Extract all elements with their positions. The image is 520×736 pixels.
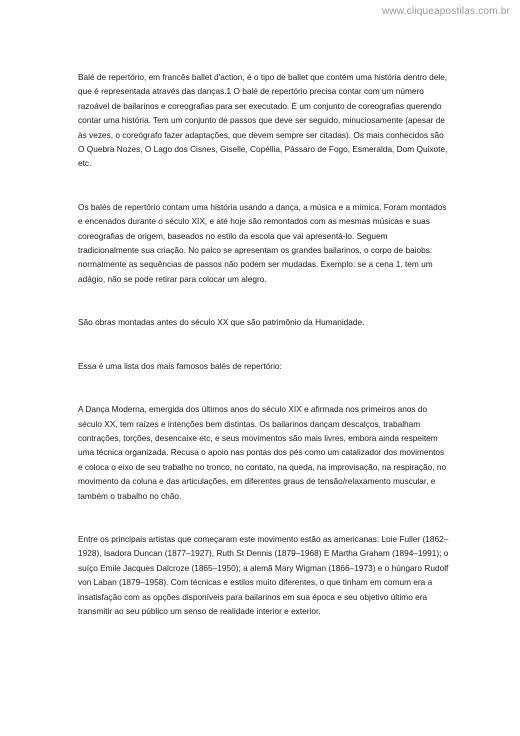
document-body xyxy=(78,70,450,618)
paragraph-repertory-definition: Balé de repertório, em francês ballet d'action, é o tipo de ballet que contém uma história dentro dele, que é representada através das danças.1 O balé de repertório precisa contar com um número razoável de bailarinos e coreografias para ser executado. É um conjunto de coreografias querendo contar uma história. Tem um conjunto de passos que deve ser seguido, minuciosamente (apesar de às vezes, o coreógrafo fazer adaptações, que devem sempre ser citadas). Os mais conhecidos são O Quebra Nozes, O Lago dos Cisnes, Giselle, Copéllia, Pássaro de Fogo, Esmeralda, Dom Quixote, etc. xyxy=(78,72,448,169)
watermark-url: www.cliqueapostilas.com.br xyxy=(381,6,510,17)
paragraph-modern-dance: A Dança Moderna, emergida dos últimos anos do século XIX e afirmada nos primeiros anos do século XX, tem raízes e intenções bem distintas. Os bailarinos dançam descalços, trabalham contrações, torções, desencaixe etc, e seus movimentos são mais livres, embora ainda respeitem uma técnica organizada. Recusa o apoio nas pontas dos pés como um catalizador dos movimentos e coloca o eixo de seu trabalho no tronco, no contato, na queda, na improvisação, na respiração, no movimento da coluna e das articulações, em diferentes graus de tensão/relaxamento muscular, e também o trabalho no chão. xyxy=(78,404,447,501)
paragraph-repertory-history: Os balés de repertório contam uma história usando a dança, a música e a mímica. Foram montados e encenados durante o século XIX, e até hoje são remontados com as mesmas músicas e suas coreografias de origem, baseados no estilo da escola que vai apresentá-lo. Seguem tradicionalmente sua criação. No palco se apresentam os grandes bailarinos, o corpo de baiobs: normalmente as sequências de passos não podem ser mudadas. Exemplo: se a cena 1, tem um adágio, não se pode retirar para colocar um alegro. xyxy=(78,201,447,284)
paragraph-list-intro: Essa é uma lista dos mais famosos balés de repertório: xyxy=(78,360,282,371)
paragraph-modern-artists: Entre os principais artistas que começaram este movimento estão as americanas: Loie Fuller (1862–1928), Isadora Duncan (1877–1927), Ruth St Dennis (1879–1968) E Martha Graham (1894–1991); o suíço Emile Jacques Dalcroze (1865–1950); a alemã Mary Wigman (1866–1973) e o húngaro Rudolf von Laban (1879–1958). Com técnicas e estilos muito diferentes, o que tinham em comum era a insatisfação com as opções disponíveis para bailarinos em sua época e seu objetivo último era transmitir ao seu público um senso de realidade interior e exterior. xyxy=(78,533,449,616)
paragraph-heritage: São obras montadas antes do século XX que são patrimônio da Humanidade. xyxy=(78,317,365,328)
